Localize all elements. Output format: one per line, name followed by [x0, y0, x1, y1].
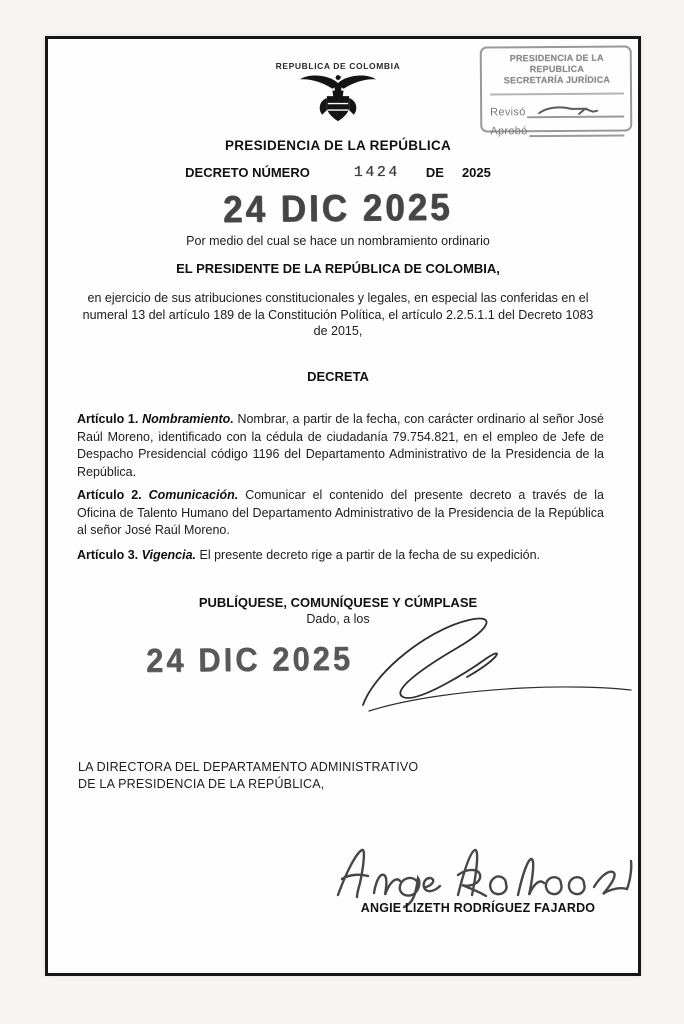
reviso-label: Revisó [490, 106, 526, 119]
article-2-paragraph [77, 487, 604, 540]
decree-subject: Por medio del cual se hace un nombramiento ordinario [186, 234, 490, 248]
document-title: PRESIDENCIA DE LA REPÚBLICA [224, 138, 452, 153]
article-1-name: Nombramiento. [142, 412, 234, 426]
issuer-heading: EL PRESIDENTE DE LA REPÚBLICA DE COLOMBIA, [176, 261, 500, 276]
article-1-paragraph [77, 411, 604, 481]
signer-name: ANGIE LIZETH RODRÍGUEZ FAJARDO [360, 901, 596, 915]
president-signature-icon [343, 609, 643, 719]
decree-de-label: DE [425, 165, 444, 180]
stamp-box-subtitle: SECRETARÍA JURÍDICA [503, 74, 611, 86]
article-3-paragraph [77, 547, 604, 565]
article-3-label: Artículo 3. [77, 548, 139, 562]
dado-line: Dado, a los [306, 612, 370, 626]
decreta-heading: DECRETA [307, 369, 369, 384]
article-3-name: Vigencia. [141, 548, 197, 562]
date-stamp-top: 24 DIC 2025 [223, 186, 453, 231]
article-1-label: Artículo 1. [77, 412, 139, 426]
article-2-name: Comunicación. [148, 488, 239, 502]
article-2-label: Artículo 2. [77, 488, 142, 502]
coat-of-arms-icon [48, 72, 628, 129]
publish-order-line: PUBLÍQUESE, COMUNÍQUESE Y CÚMPLASE [198, 595, 478, 610]
director-title-block [78, 759, 498, 793]
aprobo-label: Aprobó [490, 125, 528, 138]
director-title-line1: LA DIRECTORA DEL DEPARTAMENTO ADMINISTRATIVO [78, 760, 419, 774]
director-signature-icon [330, 837, 640, 909]
document-page [45, 36, 641, 976]
decree-number-value: 1424 [353, 164, 400, 181]
letterhead-country-label: REPUBLICA DE COLOMBIA [275, 61, 401, 71]
decree-number-row [48, 165, 628, 182]
attributions-paragraph: en ejercicio de sus atribuciones constitucionales y legales, en especial las conferidas en el numeral 13 del artículo 189 de la Constitución Política, el artículo 2.2.5.1.1 del Decreto 1083 de 2015, [82, 291, 594, 338]
stamp-box-title: PRESIDENCIA DE LA REPUBLICA [509, 52, 604, 75]
decree-number-label: DECRETO NÚMERO [185, 165, 310, 180]
article-3-body: El presente decreto rige a partir de la fecha de su expedición. [199, 548, 541, 562]
decree-year: 2025 [461, 165, 491, 180]
article-2-body: Comunicar el contenido del presente decreto a través de la Oficina de Talento Humano del Departamento Administrativo de la Presidencia de la República al señor José Raúl Moreno. [77, 488, 604, 537]
date-stamp-bottom: 24 DIC 2025 [145, 639, 354, 680]
article-1-body: Nombrar, a partir de la fecha, con carácter ordinario al señor José Raúl Moreno, identificado con la cédula de ciudadanía 79.754.821, en el empleo de Jefe de Despacho Presidencial código 1196 del Departamento Administrativo de la Presidencia de la República. [77, 412, 604, 479]
director-title-line2: DE LA PRESIDENCIA DE LA REPÚBLICA, [78, 777, 325, 791]
